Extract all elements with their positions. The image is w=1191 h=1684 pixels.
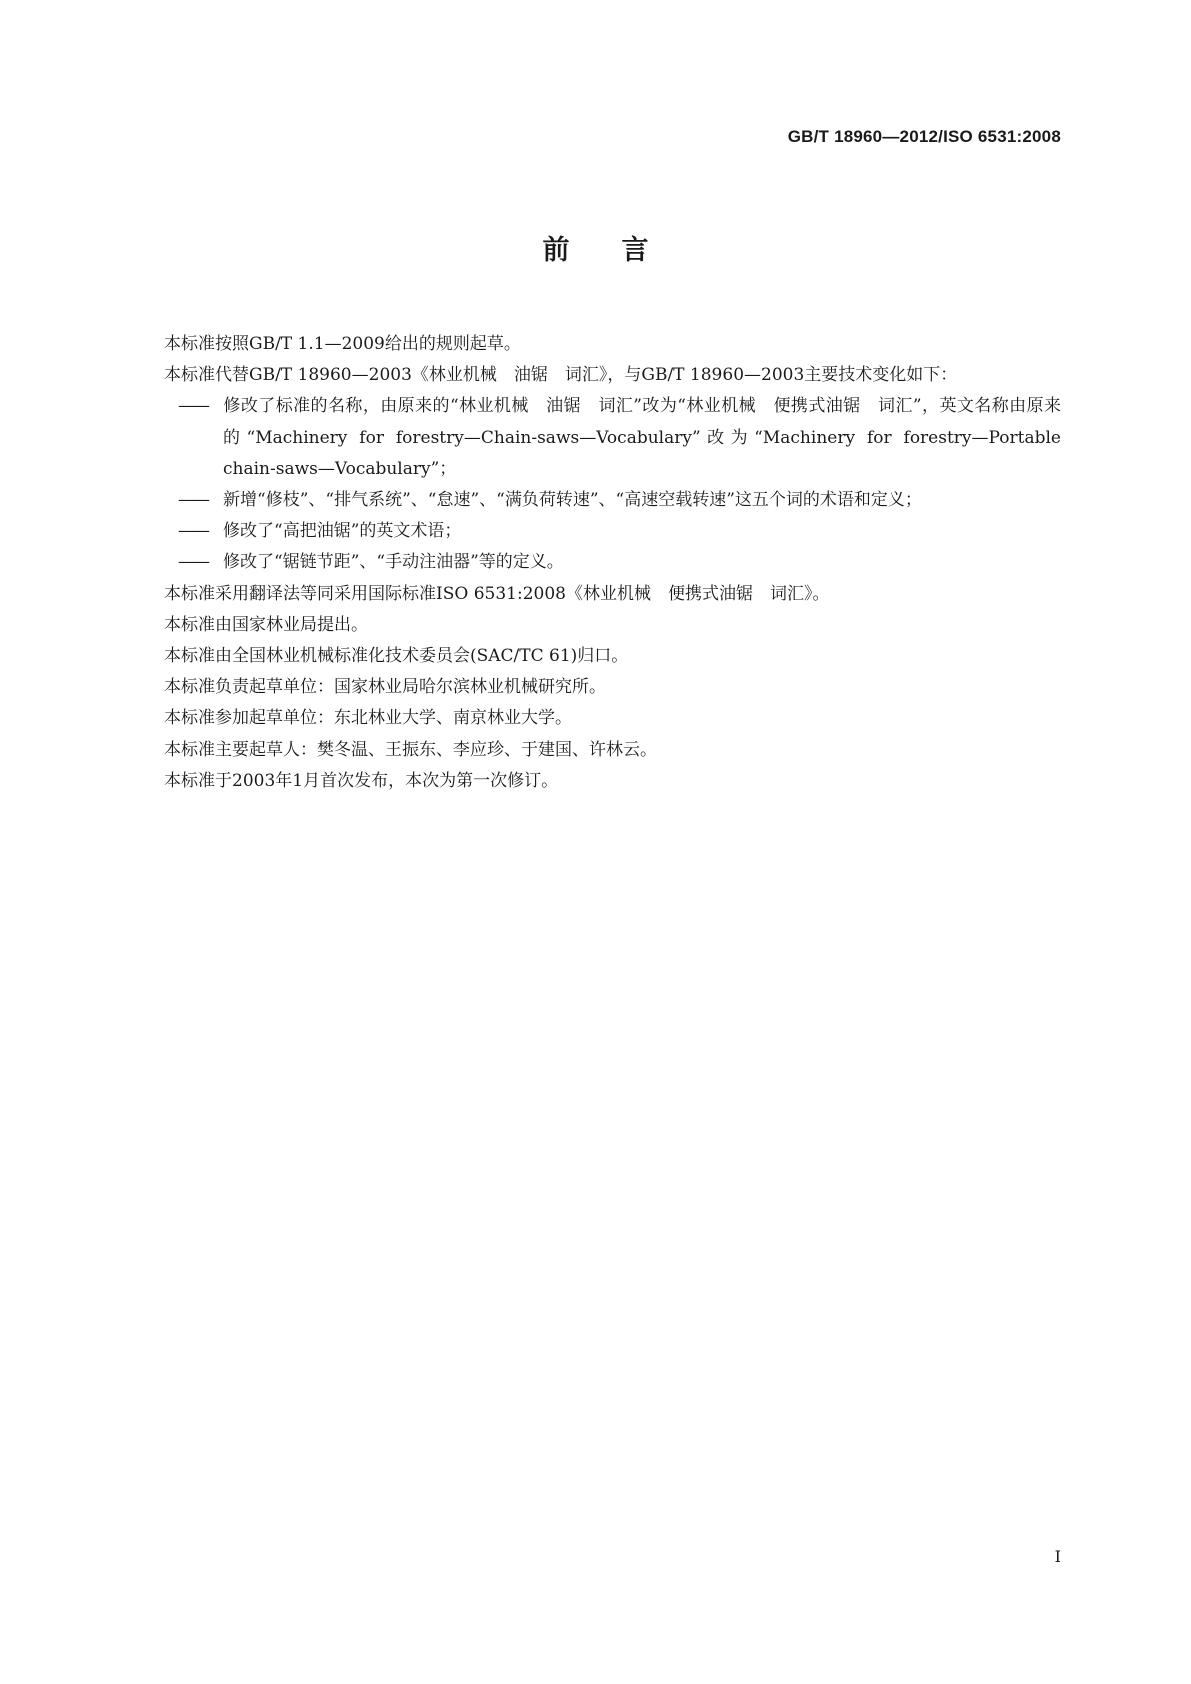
change-item-text: 修改了“高把油锯”的英文术语； [223,521,462,542]
item-dash: —— [178,396,208,417]
paragraph-participating-drafters: 本标准参加起草单位：东北林业大学、南京林业大学。 [164,708,572,729]
change-item-text: 修改了标准的名称，由原来的“林业机械 油锯 词汇”改为“林业机械 便携式油锯 词汇”，英文名称由原来的“Machinery for forestry—Chain-saws—Vocabulary”改为“Machinery for forestry—Portable chain-saws—Vocabulary”； [223,396,1061,479]
page-number: I [1054,1547,1061,1566]
item-dash: —— [178,552,208,573]
change-item [130,485,1061,516]
paragraph-proposer: 本标准由国家林业局提出。 [164,614,368,635]
item-dash: —— [178,521,208,542]
paragraph-committee: 本标准由全国林业机械标准化技术委员会(SAC/TC 61)归口。 [164,646,629,667]
change-item-text: 新增“修枝”、“排气系统”、“怠速”、“满负荷转速”、“高速空载转速”这五个词的术语和定义； [223,490,922,511]
item-dash: —— [178,490,208,511]
paragraph-replacement: 本标准代替GB/T 18960—2003《林业机械 油锯 词汇》，与GB/T 18960—2003主要技术变化如下： [164,365,958,386]
standard-code: GB/T 18960—2012/ISO 6531:2008 [787,127,1061,146]
paragraph-responsible-drafter: 本标准负责起草单位：国家林业局哈尔滨林业机械研究所。 [164,677,606,698]
change-item [130,516,1061,547]
foreword-body [130,329,1061,797]
paragraph-adoption: 本标准采用翻译法等同采用国际标准ISO 6531:2008《林业机械 便携式油锯 词汇》。 [164,583,830,604]
paragraph-publication-history: 本标准于2003年1月首次发布，本次为第一次修订。 [164,770,559,791]
change-item [130,547,1061,578]
change-item [130,391,1061,485]
page-title: 前言 [542,235,701,266]
paragraph-main-drafters: 本标准主要起草人：樊冬温、王振东、李应珍、于建国、许林云。 [164,739,657,760]
paragraph-drafting-rules: 本标准按照GB/T 1.1—2009给出的规则起草。 [164,334,521,354]
change-item-text: 修改了“锯链节距”、“手动注油器”等的定义。 [223,552,564,573]
